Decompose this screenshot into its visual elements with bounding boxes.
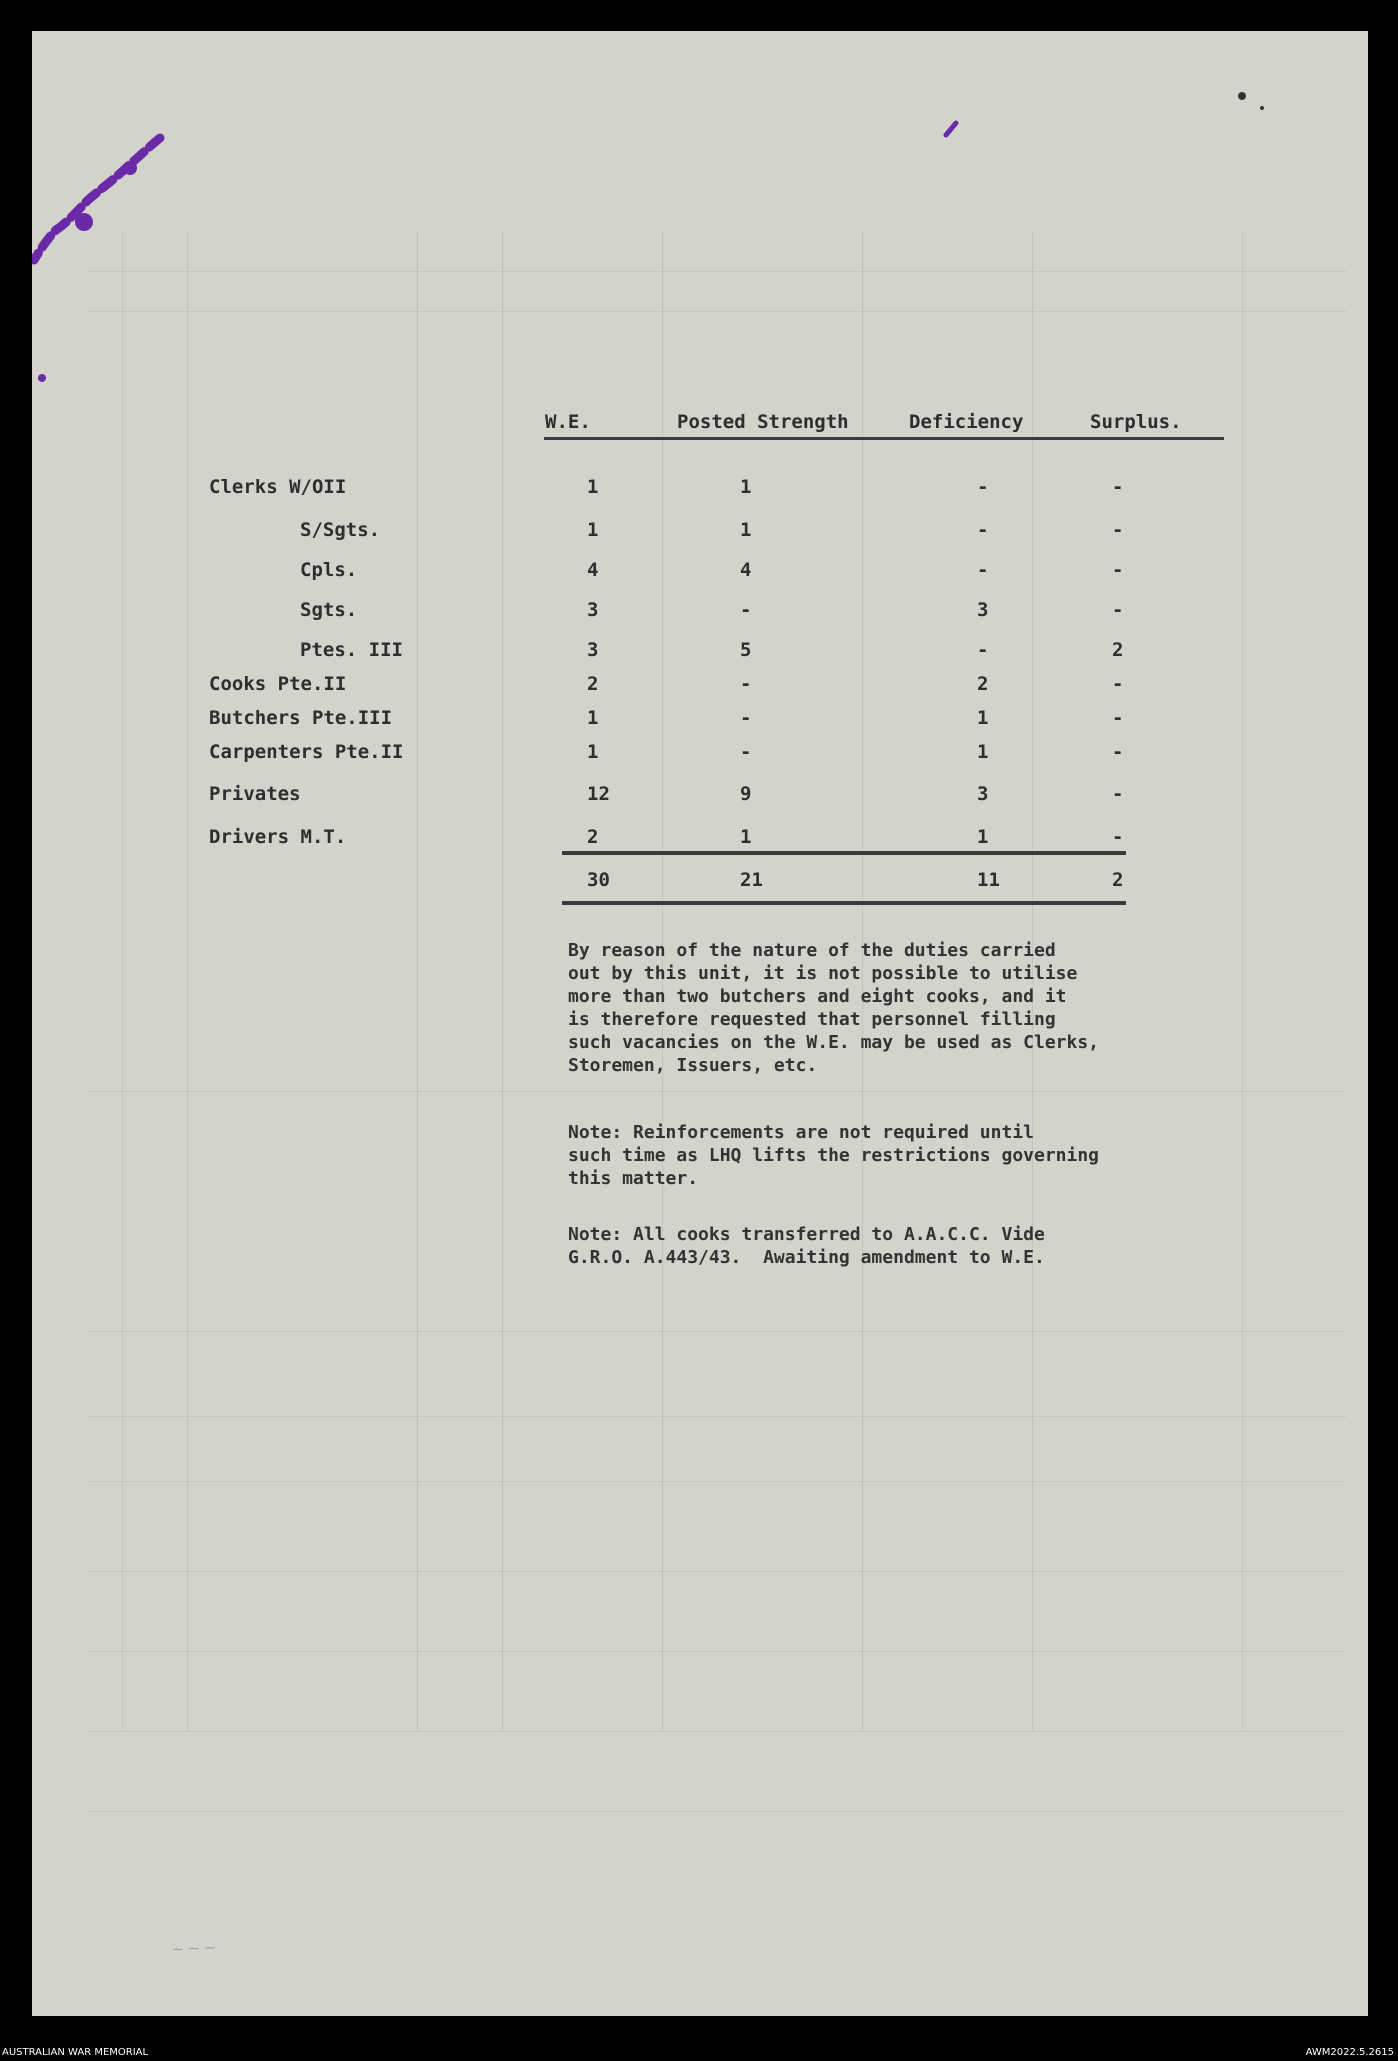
table-row bbox=[32, 559, 1368, 589]
cell-surplus: - bbox=[1112, 707, 1124, 729]
cell-deficiency: - bbox=[977, 639, 989, 661]
cell-deficiency: - bbox=[977, 476, 989, 498]
cell-surplus: - bbox=[1112, 559, 1124, 581]
total-we: 30 bbox=[587, 869, 610, 891]
row-label: Clerks W/OII bbox=[209, 476, 347, 498]
row-label: Butchers Pte.III bbox=[209, 707, 393, 729]
cell-posted: 9 bbox=[740, 783, 752, 805]
cell-posted: - bbox=[740, 707, 752, 729]
table-row bbox=[32, 707, 1368, 737]
cell-deficiency: 3 bbox=[977, 599, 989, 621]
header-posted-strength: Posted Strength bbox=[677, 411, 849, 433]
cell-surplus: - bbox=[1112, 783, 1124, 805]
row-label: S/Sgts. bbox=[300, 519, 381, 541]
cell-we: 1 bbox=[587, 476, 599, 498]
header-underline bbox=[544, 437, 1224, 440]
row-label: Cooks Pte.II bbox=[209, 673, 347, 695]
cell-surplus: 2 bbox=[1112, 639, 1124, 661]
cell-surplus: - bbox=[1112, 519, 1124, 541]
table-row bbox=[32, 519, 1368, 549]
row-label: Cpls. bbox=[300, 559, 358, 581]
cell-posted: 1 bbox=[740, 826, 752, 848]
cell-surplus: - bbox=[1112, 673, 1124, 695]
note-reinforcements: Note: Reinforcements are not required until such time as LHQ lifts the restrictions governing this matter. bbox=[568, 1122, 1100, 1189]
cell-surplus: - bbox=[1112, 741, 1124, 763]
cell-we: 4 bbox=[587, 559, 599, 581]
cell-we: 3 bbox=[587, 599, 599, 621]
cell-deficiency: - bbox=[977, 559, 989, 581]
cell-posted: - bbox=[740, 599, 752, 621]
table-row bbox=[32, 741, 1368, 771]
cell-we: 12 bbox=[587, 783, 610, 805]
cell-we: 2 bbox=[587, 673, 599, 695]
note-cooks-transferred: Note: All cooks transferred to A.A.C.C. Vide G.R.O. A.443/43. Awaiting amendment to W.E. bbox=[568, 1224, 1045, 1268]
table-row bbox=[32, 599, 1368, 629]
total-deficiency: 11 bbox=[977, 869, 1000, 891]
table-row bbox=[32, 673, 1368, 703]
row-label: Privates bbox=[209, 783, 301, 805]
cell-we: 3 bbox=[587, 639, 599, 661]
cell-we: 1 bbox=[587, 519, 599, 541]
cell-surplus: - bbox=[1112, 826, 1124, 848]
total-posted: 21 bbox=[740, 869, 763, 891]
row-label: Sgts. bbox=[300, 599, 358, 621]
cell-we: 1 bbox=[587, 707, 599, 729]
total-surplus: 2 bbox=[1112, 869, 1124, 891]
typed-content bbox=[32, 31, 1368, 2016]
cell-deficiency: 2 bbox=[977, 673, 989, 695]
cell-deficiency: 1 bbox=[977, 826, 989, 848]
cell-surplus: - bbox=[1112, 599, 1124, 621]
table-row bbox=[32, 783, 1368, 813]
faded-stamp: ~ ~ ~ bbox=[171, 1939, 217, 1959]
table-row bbox=[32, 639, 1368, 669]
total-rule-top bbox=[562, 851, 1126, 855]
cell-posted: - bbox=[740, 741, 752, 763]
footer-institution: AUSTRALIAN WAR MEMORIAL bbox=[2, 2047, 149, 2058]
footer-accession-number: AWM2022.5.2615 bbox=[1305, 2047, 1394, 2058]
document-page bbox=[32, 31, 1368, 2016]
row-label: Ptes. III bbox=[300, 639, 403, 661]
header-surplus: Surplus. bbox=[1090, 411, 1182, 433]
table-row bbox=[32, 476, 1368, 506]
cell-posted: 4 bbox=[740, 559, 752, 581]
cell-posted: 1 bbox=[740, 519, 752, 541]
cell-we: 2 bbox=[587, 826, 599, 848]
cell-deficiency: - bbox=[977, 519, 989, 541]
row-label: Carpenters Pte.II bbox=[209, 741, 404, 763]
cell-deficiency: 3 bbox=[977, 783, 989, 805]
totals-row bbox=[32, 869, 1368, 899]
cell-deficiency: 1 bbox=[977, 707, 989, 729]
explanation-paragraph: By reason of the nature of the duties carried out by this unit, it is not possible to utilise more than two butchers and eight cooks, and it is therefore requested that personnel filling such vacancies on the W.E. may be used as Clerks, Storemen, Issuers, etc. bbox=[568, 940, 1100, 1076]
header-we: W.E. bbox=[545, 411, 591, 433]
cell-we: 1 bbox=[587, 741, 599, 763]
cell-posted: 1 bbox=[740, 476, 752, 498]
cell-posted: 5 bbox=[740, 639, 752, 661]
row-label: Drivers M.T. bbox=[209, 826, 347, 848]
cell-posted: - bbox=[740, 673, 752, 695]
cell-deficiency: 1 bbox=[977, 741, 989, 763]
cell-surplus: - bbox=[1112, 476, 1124, 498]
header-deficiency: Deficiency bbox=[909, 411, 1024, 433]
total-rule-bottom bbox=[562, 901, 1126, 905]
